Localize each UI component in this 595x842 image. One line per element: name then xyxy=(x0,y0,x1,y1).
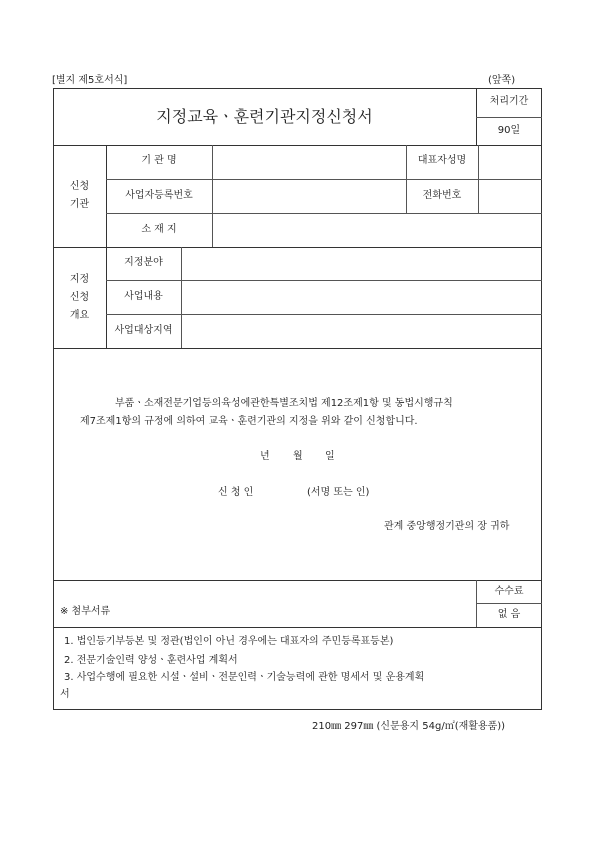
processing-value: 90일 xyxy=(497,125,521,136)
section-divider-declaration xyxy=(53,580,542,581)
form-title: 지정교육ㆍ훈련기관지정신청서 xyxy=(156,107,373,126)
section-divider-attachments xyxy=(53,627,542,628)
attachment-item-1: 1. 법인등기부등본 및 정관(법인이 아닌 경우에는 대표자의 주민등록표등본) xyxy=(64,636,394,647)
target-region-label: 사업대상지역 xyxy=(114,325,173,336)
attachment-item-3-line-1: 3. 사업수행에 필요한 시설ㆍ설비ㆍ전문인력ㆍ기술능력에 관한 명세서 및 운용계획 xyxy=(64,672,425,683)
declaration-line-1: 부품ㆍ소재전문기업등의육성에관한특별조치법 제12조제1항 및 동법시행규칙 xyxy=(115,398,453,409)
section-divider-title xyxy=(53,145,542,146)
attachments-title: ※ 첨부서류 xyxy=(60,606,111,617)
overview-group-label-3: 개요 xyxy=(69,310,90,321)
fee-row-divider xyxy=(476,603,542,604)
business-content-label: 사업내용 xyxy=(124,291,163,302)
applicant-row-divider-2 xyxy=(106,213,542,214)
form-number: [별지 제5호서식] xyxy=(52,75,128,86)
fee-value: 없 음 xyxy=(497,609,521,620)
applicant-group-label-1: 신청 xyxy=(69,181,90,192)
overview-row-divider-2 xyxy=(106,314,542,315)
representative-label: 대표자성명 xyxy=(417,155,467,166)
processing-label: 처리기간 xyxy=(489,96,529,107)
section-divider-applicant xyxy=(53,247,542,248)
declaration-line-2: 제7조제1항의 규정에 의하여 교육ㆍ훈련기관의 지정을 위와 같이 신청합니다. xyxy=(80,416,418,427)
address-label: 소 재 지 xyxy=(141,224,177,235)
processing-divider xyxy=(476,117,542,118)
attachment-item-2: 2. 전문기술인력 양성ㆍ훈련사업 계획서 xyxy=(64,655,238,666)
date-month-label: 월 xyxy=(293,451,303,462)
applicant-row-divider-1 xyxy=(106,179,542,180)
section-divider-overview xyxy=(53,348,542,349)
overview-group-label-1: 지정 xyxy=(69,274,90,285)
date-year-label: 년 xyxy=(260,451,270,462)
applicant-label-divider xyxy=(212,145,213,247)
institution-name-label: 기 관 명 xyxy=(141,155,177,166)
fee-label: 수수료 xyxy=(494,586,524,597)
signature-hint: (서명 또는 인) xyxy=(307,487,370,498)
phone-label: 전화번호 xyxy=(422,190,462,201)
overview-row-divider-1 xyxy=(106,280,542,281)
attachment-item-3-line-2: 서 xyxy=(60,689,70,700)
designation-field-label: 지정분야 xyxy=(124,257,163,268)
addressee: 관계 중앙행정기관의 장 귀하 xyxy=(384,521,510,532)
applicant-group-label-2: 기관 xyxy=(69,199,90,210)
date-day-label: 일 xyxy=(325,451,335,462)
business-reg-label: 사업자등록번호 xyxy=(125,190,193,201)
page-side-label: (앞쪽) xyxy=(488,75,516,86)
paper-spec: 210㎜ 297㎜ (신문용지 54g/㎡(재활용품)) xyxy=(312,721,506,732)
overview-label-divider xyxy=(181,247,182,348)
overview-group-label-2: 신청 xyxy=(69,292,90,303)
applicant-signature-label: 신 청 인 xyxy=(218,487,254,498)
